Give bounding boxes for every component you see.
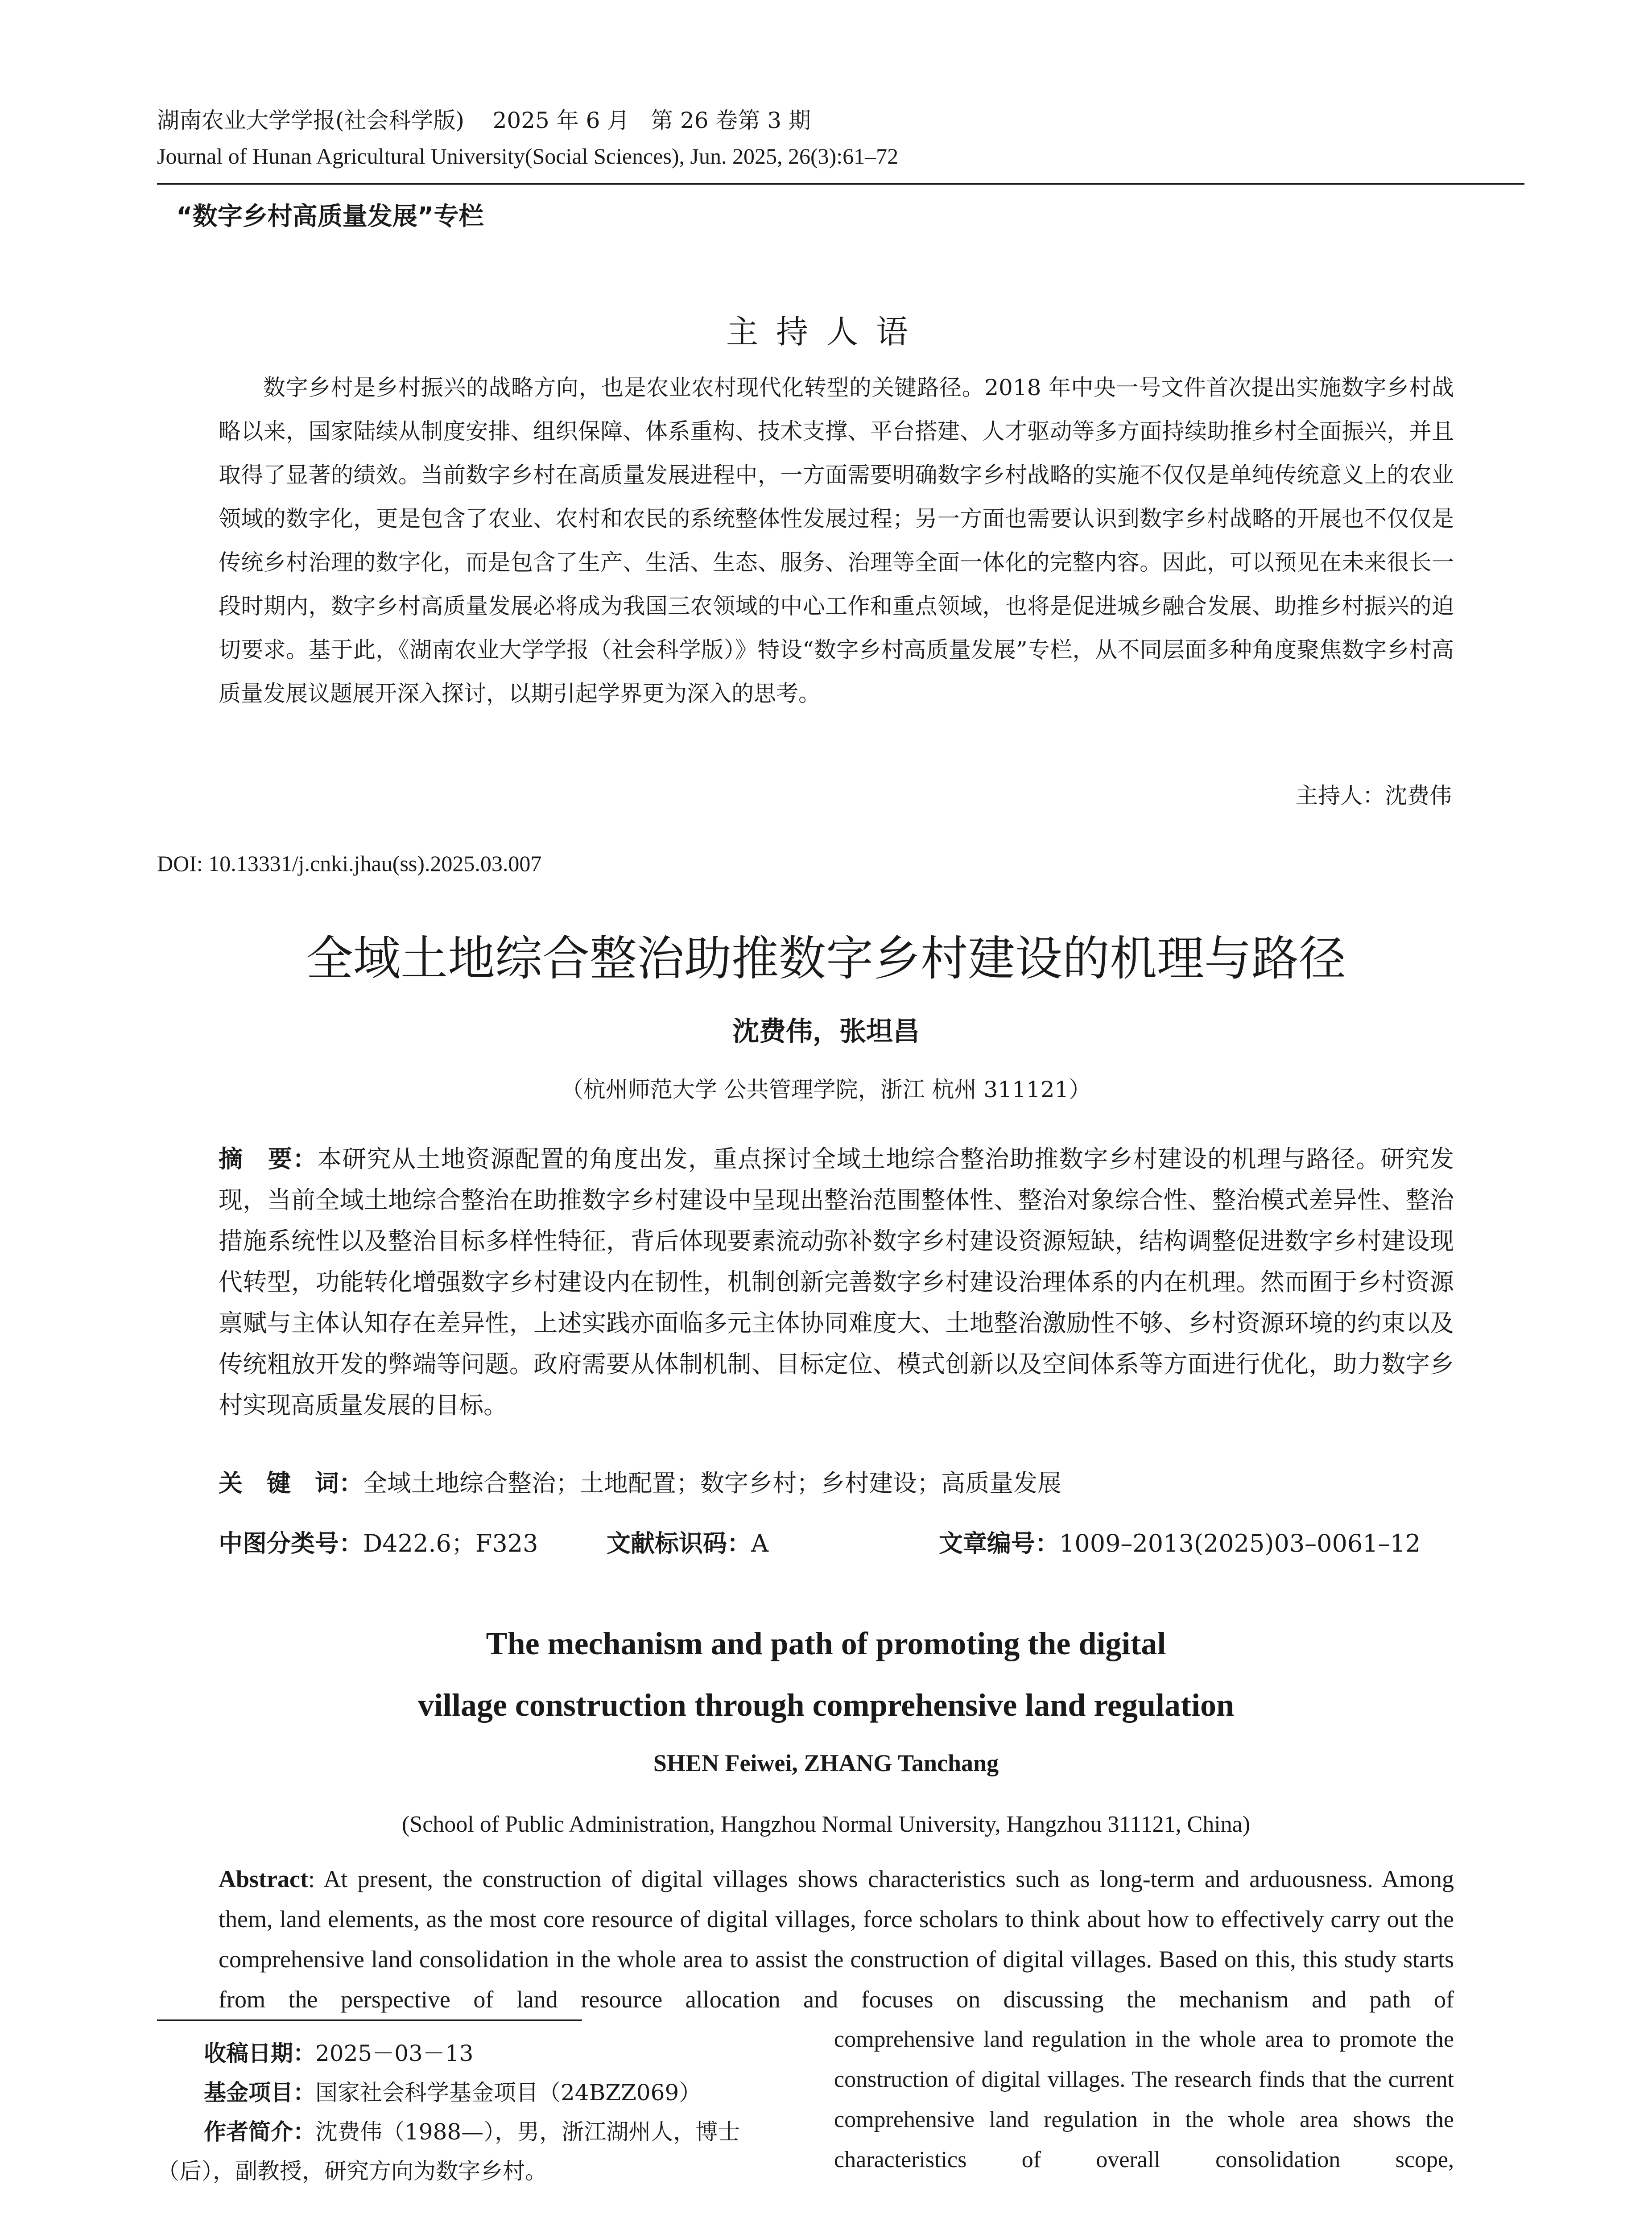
received-label: 收稿日期： xyxy=(204,2040,315,2066)
article-title-en-line2: village construction through comprehensive land regulation xyxy=(417,1687,1235,1723)
article-title-cn: 全域土地综合整治助推数字乡村建设的机理与路径 xyxy=(306,931,1346,986)
keywords-cn-text: 全域土地综合整治；土地配置；数字乡村；乡村建设；高质量发展 xyxy=(363,1469,1061,1497)
authors-cn: 沈费伟，张坦昌 xyxy=(732,1016,920,1047)
clc-label: 中图分类号： xyxy=(219,1529,363,1557)
keywords-cn xyxy=(219,1467,1454,1499)
journal-header-en: Journal of Hunan Agricultural University(Social Sciences), Jun. 2025, 26(3):61–72 xyxy=(157,144,899,169)
bio-label: 作者简介： xyxy=(204,2119,315,2145)
article-number xyxy=(939,1528,1421,1560)
abstract-en-label: Abstract xyxy=(219,1866,308,1892)
document-code xyxy=(607,1528,768,1560)
abstract-en xyxy=(219,1859,1454,2019)
header-rule xyxy=(157,183,1524,185)
document-code-value: A xyxy=(751,1529,768,1557)
keywords-cn-label: 关 键 词： xyxy=(219,1469,363,1497)
abstract-cn-label: 摘 要： xyxy=(219,1145,318,1173)
bio-text: 沈费伟（1988—），男，浙江湖州人，博士（后），副教授，研究方向为数字乡村。 xyxy=(157,2119,740,2184)
doi: DOI: 10.13331/j.cnki.jhau(ss).2025.03.007 xyxy=(157,851,542,876)
document-code-label: 文献标识码： xyxy=(607,1529,751,1557)
footnote-bio xyxy=(157,2112,781,2191)
clc-number xyxy=(219,1528,538,1560)
column-label: “数字乡村高质量发展”专栏 xyxy=(176,202,484,231)
abstract-cn-text: 本研究从土地资源配置的角度出发，重点探讨全域土地综合整治助推数字乡村建设的机理与路径。研究发现，当前全域土地综合整治在助推数字乡村建设中呈现出整治范围整体性、整治对象综合性、整治模式差异性、整治措施系统性以及整治目标多样性特征，背后体现要素流动弥补数字乡村建设资源短缺，结构调整促进数字乡村建设现代转型，功能转化增强数字乡村建设内在韧性，机制创新完善数字乡村建设治理体系的内在机理。然而囿于乡村资源禀赋与主体认知存在差异性，上述实践亦面临多元主体协同难度大、土地整治激励性不够、乡村资源环境的约束以及传统粗放开发的弊端等问题。政府需要从体制机制、目标定位、模式创新以及空间体系等方面进行优化，助力数字乡村实现高质量发展的目标。 xyxy=(219,1145,1454,1419)
journal-header-cn: 湖南农业大学学报(社会科学版) 2025 年 6 月 第 26 卷第 3 期 xyxy=(157,107,811,133)
clc-value: D422.6；F323 xyxy=(363,1529,538,1557)
abstract-en-continued: comprehensive land regulation in the whole area to promote the construction of digital villages. The research finds that the current comprehensive land regulation in the whole area shows the characteristics of overall consolidation scope, xyxy=(834,2027,1454,2172)
footnote xyxy=(157,2034,781,2191)
abstract-en-text: : At present, the construction of digital villages shows characteristics such as long-term and arduousness. Among them, land elements, as the most core resource of digital villages, force scholars to think about how to effectively carry out the comprehensive land consolidation in the whole area to assist the construction of digital villages. Based on this, this study starts from the perspective of land resource allocation and focuses on discussing the mechanism and path of xyxy=(219,1866,1454,2013)
affiliation-cn: （杭州师范大学 公共管理学院，浙江 杭州 311121） xyxy=(561,1077,1091,1103)
footnote-rule xyxy=(157,2019,582,2021)
footnote-received xyxy=(157,2034,781,2073)
host-section-body: 数字乡村是乡村振兴的战略方向，也是农业农村现代化转型的关键路径。2018 年中央一号文件首次提出实施数字乡村战略以来，国家陆续从制度安排、组织保障、体系重构、技术支撑、平台搭建、人才驱动等多方面持续助推乡村全面振兴，并且取得了显著的绩效。当前数字乡村在高质量发展进程中，一方面需要明确数字乡村战略的实施不仅仅是单纯传统意义上的农业领域的数字化，更是包含了农业、农村和农民的系统整体性发展过程；另一方面也需要认识到数字乡村战略的开展也不仅仅是传统乡村治理的数字化，而是包含了生产、生活、生态、服务、治理等全面一体化的完整内容。因此，可以预见在未来很长一段时期内，数字乡村高质量发展必将成为我国三农领域的中心工作和重点领域，也将是促进城乡融合发展、助推乡村振兴的迫切要求。基于此，《湖南农业大学学报（社会科学版）》特设“数字乡村高质量发展”专栏，从不同层面多种角度聚焦数字乡村高质量发展议题展开深入探讨，以期引起学界更为深入的思考。 xyxy=(219,375,1454,706)
fund-label: 基金项目： xyxy=(204,2080,315,2106)
article-title-en-line1: The mechanism and path of promoting the digital xyxy=(486,1626,1166,1661)
fund-text: 国家社会科学基金项目（24BZZ069） xyxy=(315,2080,702,2106)
received-date: 2025－03－13 xyxy=(315,2040,474,2066)
authors-en: SHEN Feiwei, ZHANG Tanchang xyxy=(653,1750,999,1776)
host-section-title: 主持人语 xyxy=(726,313,926,351)
article-number-value: 1009–2013(2025)03–0061–12 xyxy=(1059,1529,1421,1557)
article-number-label: 文章编号： xyxy=(939,1529,1059,1557)
host-signature: 主持人：沈费伟 xyxy=(1296,783,1452,809)
abstract-cn xyxy=(219,1139,1454,1426)
footnote-fund xyxy=(157,2073,781,2112)
affiliation-en: (School of Public Administration, Hangzhou Normal University, Hangzhou 311121, China) xyxy=(401,1812,1251,1837)
